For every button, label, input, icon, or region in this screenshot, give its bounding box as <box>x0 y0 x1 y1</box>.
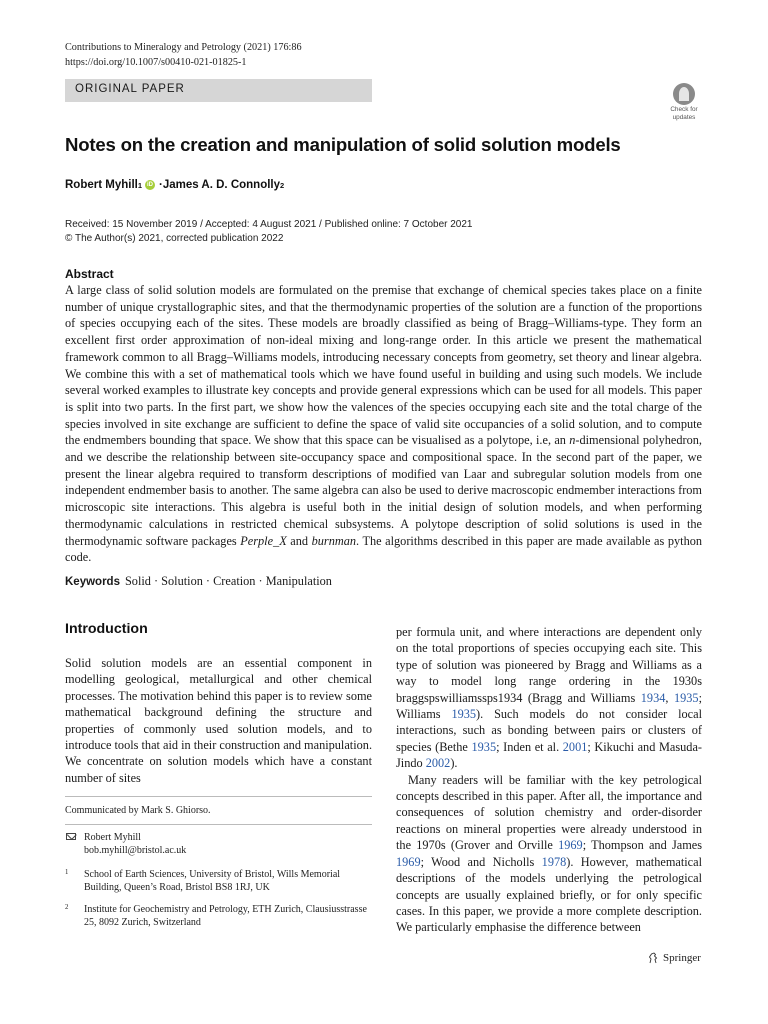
journal-citation: Contributions to Mineralogy and Petrology (2021) 176:86 <box>65 42 302 53</box>
abstract-heading: Abstract <box>65 267 114 281</box>
section-heading-introduction: Introduction <box>65 621 148 637</box>
publication-dates <box>65 218 473 246</box>
author-affil-2: 2 <box>280 180 285 190</box>
citation-link[interactable]: 2002 <box>425 756 451 771</box>
author-affil-1: 1 <box>137 180 143 190</box>
check-updates-label-1: Check for <box>670 106 698 113</box>
author-list <box>65 179 284 191</box>
citation-link[interactable]: 1934 <box>640 690 666 705</box>
affiliation-number: 2 <box>65 904 69 911</box>
orcid-icon[interactable]: iD <box>147 182 154 188</box>
citation-link[interactable]: 2001 <box>562 739 588 754</box>
intro-paragraph-3: Many readers will be familiar with the key petrological concepts described in this paper. After all, the importance and consequences of solution chemistry and order-disorder reactions on mineral properties were already understood in the 1970s (Grover and Orville 1969; Thompson and James 1969; Wood and Nicholls 1978). However, mathematical descriptions of the models underlying the petrological concepts are usually explained briefly, or for only specific cases. In this paper, we provide a more complete description. We particularly emphasise the difference between <box>396 772 703 935</box>
springer-horse-icon <box>647 952 659 964</box>
intro-right-column <box>396 624 702 936</box>
article-type-banner: ORIGINAL PAPER <box>65 79 372 102</box>
citation-link[interactable]: 1935 <box>673 690 699 705</box>
check-updates-label-2: updates <box>672 114 696 121</box>
history-dates: Received: 15 November 2019 / Accepted: 4 August 2021 / Published online: 7 October 2021 <box>65 219 473 230</box>
affiliation-2 <box>65 904 372 929</box>
check-updates-icon <box>673 83 695 105</box>
journal-header <box>65 40 302 70</box>
paper-title: Notes on the creation and manipulation of solid solution models <box>65 134 621 155</box>
doi-link[interactable]: https://doi.org/10.1007/s00410-021-01825-1 <box>65 57 247 68</box>
corresponding-author <box>65 832 186 857</box>
publisher-logo <box>647 952 701 964</box>
citation-link[interactable]: 1935 <box>451 707 477 722</box>
publisher-name: Springer <box>663 952 701 964</box>
abstract-text: A large class of solid solution models are formulated on the premise that exchange of chemical species takes place on a finite number of unique crystallographic sites, and that the thermodynamic properties of the solution are a function of the proportions of species occupying each of the sites. These models are broadly classified as being of Bragg–Williams-type. They form an excellent first order approximation of non-ideal mixing and long-range order. In this article we present the mathematical framework common to all Bragg–Williams models, introducing necessary concepts from geometry, set theory and linear algebra. We combine this with a set of mathematical tools which we have found useful in building and using such models. We include several worked examples to illustrate key concepts and provide general expressions which can be used for all models. This paper is split into two parts. In the first part, we show how the valences of the species occupying each site and the total charge of the species involved in site exchange are sufficient to define the space of valid site occupancies of a solid solution, and to compute the endmembers bounding that space. We show that this space can be visualised as a polytope, i.e, an n-dimensional polyhedron, and we describe the relationship between site-occupancy space and compositional space. In the second part of the paper, we present the linear algebra required to transform descriptions of modified van Laar and subregular solution models from one independent endmember basis to another. The same algebra can also be used to derive macroscopic endmember interactions from microscopic site interactions. This algebra is useful both in the initial design of solution models, and when performing thermodynamic calculations in restricted chemical subsystems. A polytope description of solid solutions is used in the thermodynamic software packages Perple_X and burnman. The algorithms described in this paper are made available as python code. <box>65 283 703 565</box>
affiliation-text: Institute for Geochemistry and Petrology, ETH Zurich, Clausiusstrasse 25, 8092 Zurich, Switzerland <box>84 904 367 928</box>
citation-link[interactable]: 1935 <box>471 739 497 754</box>
affiliation-text: School of Earth Sciences, University of Bristol, Wills Memorial Building, Queen’s Road, Bristol BS8 1RJ, UK <box>84 869 341 893</box>
citation-link[interactable]: 1969 <box>396 854 421 869</box>
footnote-divider <box>65 796 372 797</box>
author-separator: · <box>159 179 163 191</box>
affiliation-number: 1 <box>65 869 69 876</box>
keywords-heading: Keywords <box>65 576 120 588</box>
keywords <box>65 574 332 589</box>
affiliation-1 <box>65 869 372 894</box>
contact-email[interactable]: bob.myhill@bristol.ac.uk <box>84 844 187 856</box>
intro-left-column <box>65 655 372 786</box>
author-name-2[interactable]: James A. D. Connolly <box>162 179 281 191</box>
intro-paragraph-1: Solid solution models are an essential component in modelling geological, metallurgical and other chemical processes. The motivation behind this paper is to review some mathematical background defining the structure and properties of commonly used solution models, and to introduce tools that aid in their construction and manipulation. We concentrate on solution models which have a constant number of sites <box>65 656 373 785</box>
keywords-list: Solid · Solution · Creation · Manipulation <box>124 574 332 588</box>
contact-name: Robert Myhill <box>84 832 141 843</box>
author-name-1[interactable]: Robert Myhill <box>65 179 138 191</box>
citation-link[interactable]: 1969 <box>558 838 583 853</box>
intro-paragraph-2: per formula unit, and where interactions are dependent only on the total proportions of species occupying each site. This type of solution was pioneered by Bragg and Williams as a way to model long range ordering in the 1930s braggspswilliamssps1934 (Bragg and Williams 1934, 1935; Williams 1935). Such models do not consider local interactions, such as bonding between pairs or clusters of species (Bethe 1935; Inden et al. 2001; Kikuchi and Masuda-Jindo 2002). <box>396 625 703 771</box>
copyright-line: © The Author(s) 2021, corrected publication 2022 <box>65 233 284 244</box>
citation-link[interactable]: 1978 <box>541 854 567 869</box>
check-for-updates-button[interactable] <box>666 83 702 123</box>
envelope-icon <box>66 833 76 840</box>
communicated-by: Communicated by Mark S. Ghiorso. <box>65 805 211 816</box>
footnote-divider-2 <box>65 824 372 825</box>
